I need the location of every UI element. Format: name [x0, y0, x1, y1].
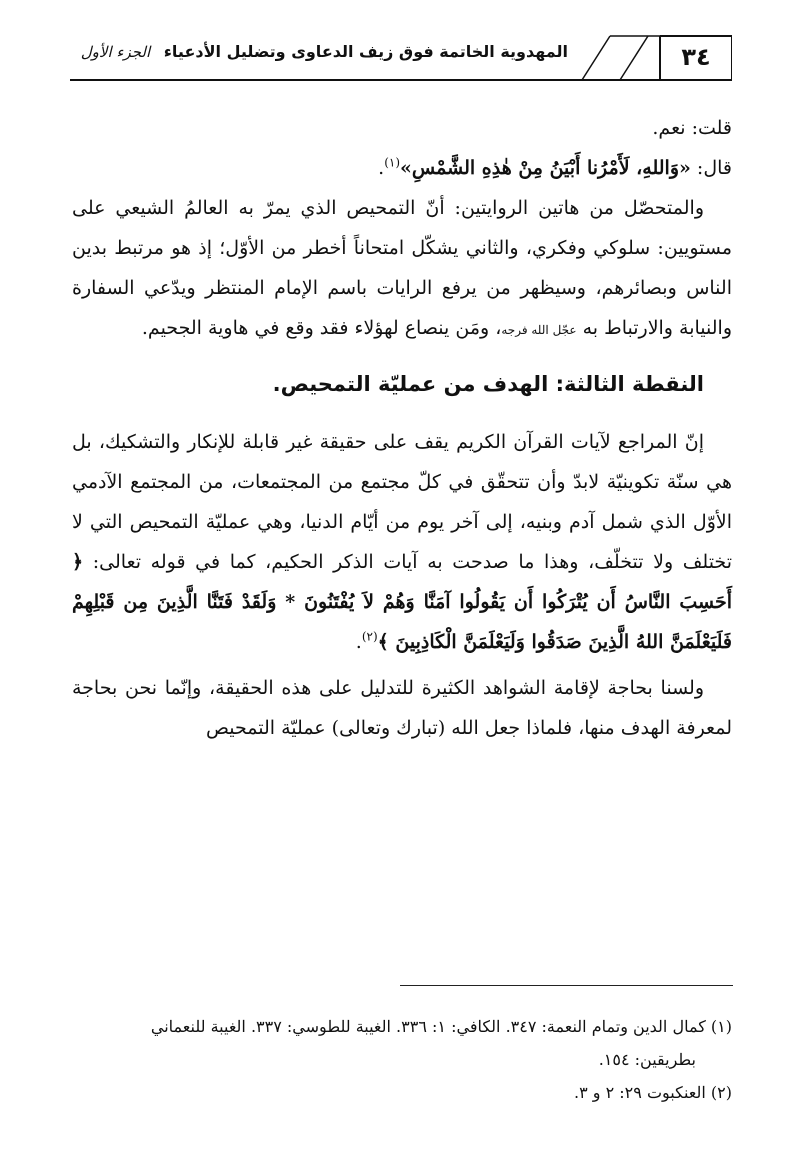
footnote-2: (٢) العنكبوت ٢٩: ٢ و ٣. — [574, 1083, 732, 1102]
honorific: عجّل الله فرجه — [501, 323, 577, 337]
hadith-quote: «وَاللهِ، لَأَمْرُنا أَبْيَنُ مِنْ هٰذِهِ الشَّمْسِ» — [400, 157, 691, 179]
dialogue-line-1: قلت: نعم. — [652, 117, 732, 139]
section-heading: النقطة الثالثة: الهدف من عمليّة التمحيص. — [272, 372, 704, 396]
footnote-divider — [400, 985, 733, 986]
running-title — [80, 42, 568, 61]
quran-verse: ﴿ أَحَسِبَ النَّاسُ أَن يُتْرَكُوا أَن يَقُولُوا آمَنَّا وَهُمْ لاَ يُفْتَنُونَ * وَلَقَدْ فَتَنَّا الَّذِينَ مِن قَبْلِهِمْ فَلَيَعْلَمَنَّ اللهُ الَّذِينَ صَدَقُوا وَلَيَعْلَمَنَّ الْكَاذِبِينَ ﴾ — [72, 551, 732, 653]
footnotes — [72, 1010, 732, 1109]
main-text — [72, 108, 732, 748]
footnote-1: (١) كمال الدين وتمام النعمة: ٣٤٧. الكافي: ١: ٣٣٦. الغيبة للطوسي: ٣٣٧. الغيبة للنعماني — [150, 1017, 732, 1036]
footnote-mark-1: (١) — [384, 155, 401, 170]
paragraph-3: ولسنا بحاجة لإقامة الشواهد الكثيرة للتدليل على هذه الحقيقة، وإنّما نحن بحاجة لمعرفة الهدف منها، فلماذا جعل الله (تبارك وتعالى) عمليّة التمحيص — [72, 677, 732, 739]
paragraph-1: والمتحصّل من هاتين الروايتين: أنّ التمحيص الذي يمرّ به العالمُ الشيعي على مستويين: سلوكي وفكري، والثاني يشكّل امتحاناً أخطر من الأوّل؛ إذ هو مرتبط بدين الناس وبصائرهم، وسيظهر من يرفع الرايات باسم الإمام المنتظر ويدّعي السفارة والنيابة والارتباط به عجّل الله فرجه، ومَن ينصاع لهؤلاء فقد وقع في هاوية الجحيم. — [72, 197, 732, 339]
volume-label: الجزء الأول — [80, 43, 151, 61]
dialogue-line-2: قال: «وَاللهِ، لَأَمْرُنا أَبْيَنُ مِنْ هٰذِهِ الشَّمْسِ»$^{(١)}$. — [378, 155, 732, 179]
footnote-mark-2: (٢) — [361, 629, 378, 644]
footnote-1-continued: بطريقين: ١٥٤. — [598, 1050, 696, 1069]
paragraph-2: إنّ المراجع لآيات القرآن الكريم يقف على حقيقة غير قابلة للإنكار والتشكيك، بل هي سنّة تكوينيّة لابدّ وأن تتحقّق في كلّ مجتمع من المجتمعات، من المجتمع الآدمي الأوّل الذي شمل آدم وبنيه، إلى آخر يوم من أيّام الدنيا، وهي عمليّة التمحيص التي لا تختلف ولا تتخلّف، وهذا ما صدحت به آيات الذكر الحكيم، كما في قوله تعالى: ﴿ أَحَسِبَ النَّاسُ أَن يُتْرَكُوا أَن يَقُولُوا آمَنَّا وَهُمْ لاَ يُفْتَنُونَ * وَلَقَدْ فَتَنَّا الَّذِينَ مِن قَبْلِهِمْ فَلَيَعْلَمَنَّ اللهُ الَّذِينَ صَدَقُوا وَلَيَعْلَمَنَّ الْكَاذِبِينَ ﴾$^{(٢)}$. — [72, 431, 732, 653]
page-header — [70, 32, 732, 88]
page-number: ٣٤ — [681, 43, 711, 71]
book-title: المهدوية الخاتمة فوق زيف الدعاوى وتضليل الأدعياء — [163, 42, 568, 61]
